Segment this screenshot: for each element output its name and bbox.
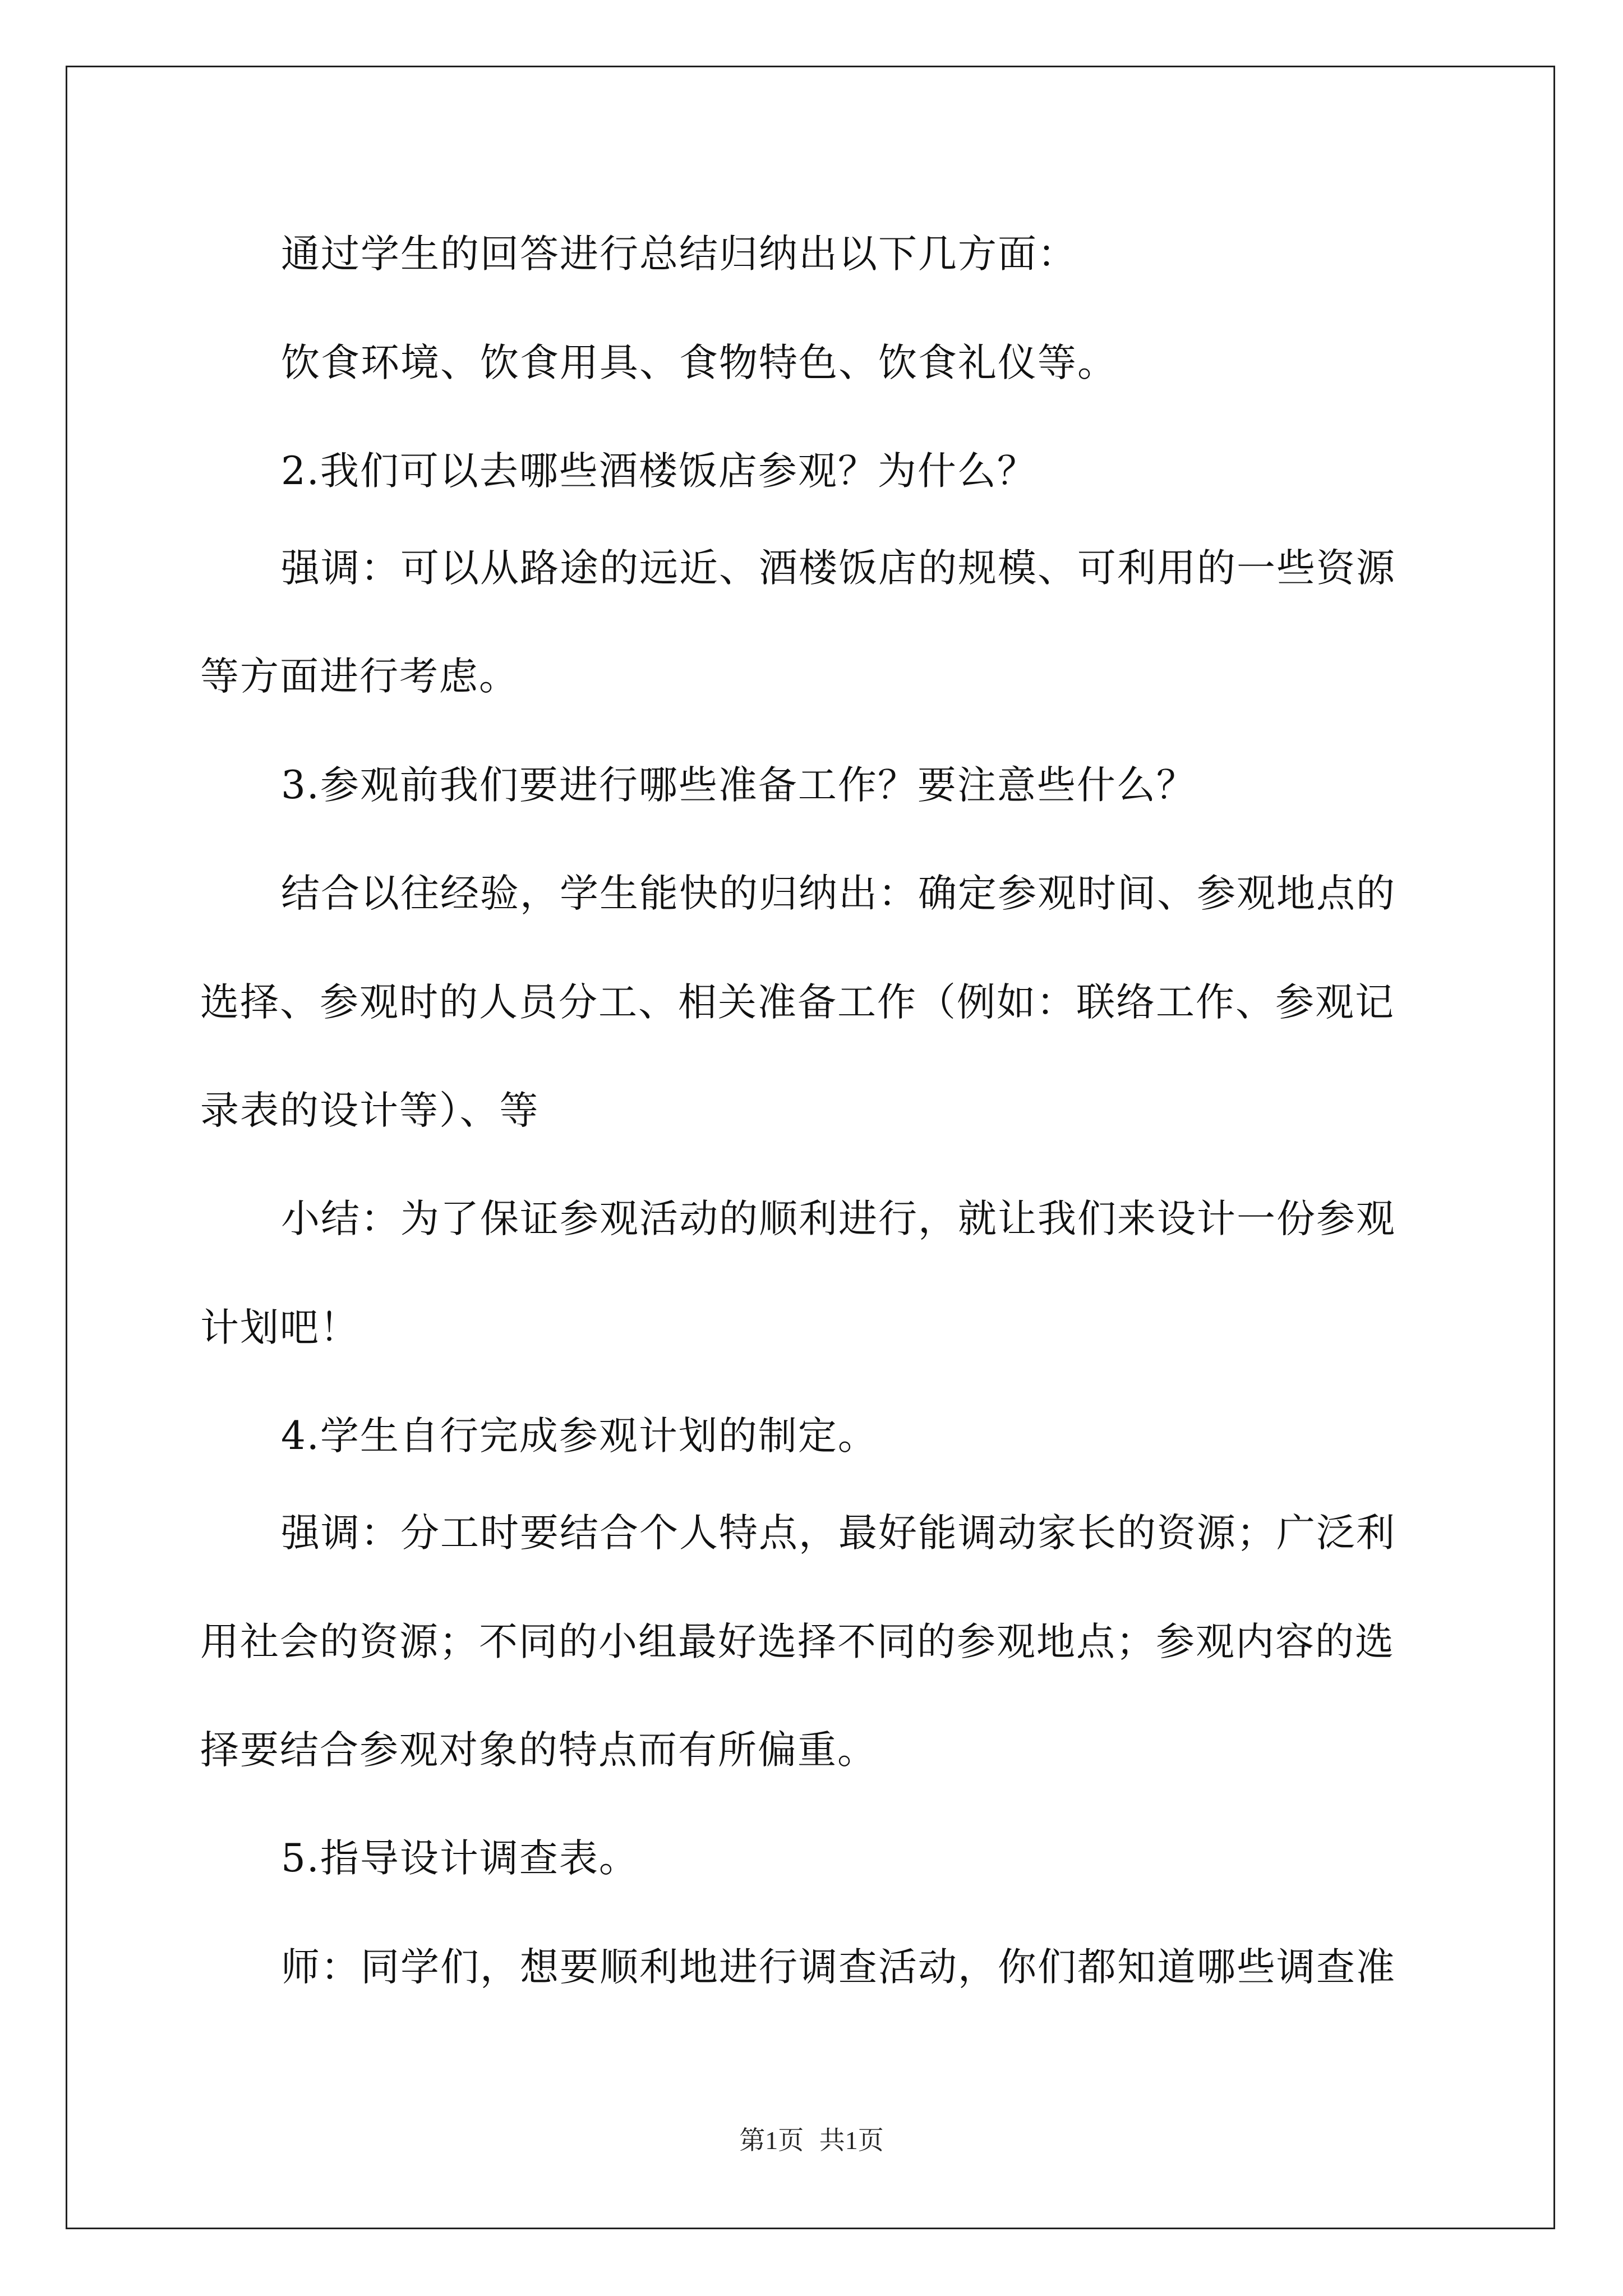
paragraph-line: 5.指导设计调查表。 (281, 1836, 639, 1881)
paragraph-line: 小结：为了保证参观活动的顺利进行，就让我们来设计一份参观 (281, 1197, 1396, 1241)
paragraph-line: 4.学生自行完成参观计划的制定。 (281, 1414, 878, 1458)
paragraph-line: 计划吧！ (200, 1305, 359, 1350)
paragraph-line: 2.我们可以去哪些酒楼饭店参观？为什么？ (281, 449, 1037, 494)
paragraph-line: 用社会的资源；不同的小组最好选择不同的参观地点；参观内容的选 (200, 1619, 1395, 1664)
paragraph-line: 录表的设计等）、等 (200, 1088, 540, 1133)
paragraph-line: 饮食环境、饮食用具、食物特色、饮食礼仪等。 (281, 341, 1117, 385)
paragraph-line: 择要结合参观对象的特点而有所偏重。 (200, 1728, 877, 1773)
paragraph-line: 通过学生的回答进行总结归纳出以下几方面： (281, 232, 1077, 277)
paragraph-line: 3.参观前我们要进行哪些准备工作？要注意些什么？ (281, 763, 1196, 808)
page-border (66, 66, 1555, 2229)
page-number: 第1页 (739, 2126, 804, 2155)
page-footer (0, 2125, 1623, 2156)
paragraph-line: 强调：分工时要结合个人特点，最好能调动家长的资源；广泛利 (281, 1511, 1396, 1556)
paragraph-line: 师：同学们，想要顺利地进行调查活动，你们都知道哪些调查准 (281, 1945, 1396, 1990)
paragraph-line: 等方面进行考虑。 (200, 654, 519, 699)
paragraph-line: 强调：可以从路途的远近、酒楼饭店的规模、可利用的一些资源 (281, 546, 1396, 591)
paragraph-line: 选择、参观时的人员分工、相关准备工作（例如：联络工作、参观记 (200, 980, 1395, 1025)
page-total: 共1页 (819, 2126, 884, 2155)
paragraph-line: 结合以往经验，学生能快的归纳出：确定参观时间、参观地点的 (281, 871, 1396, 916)
